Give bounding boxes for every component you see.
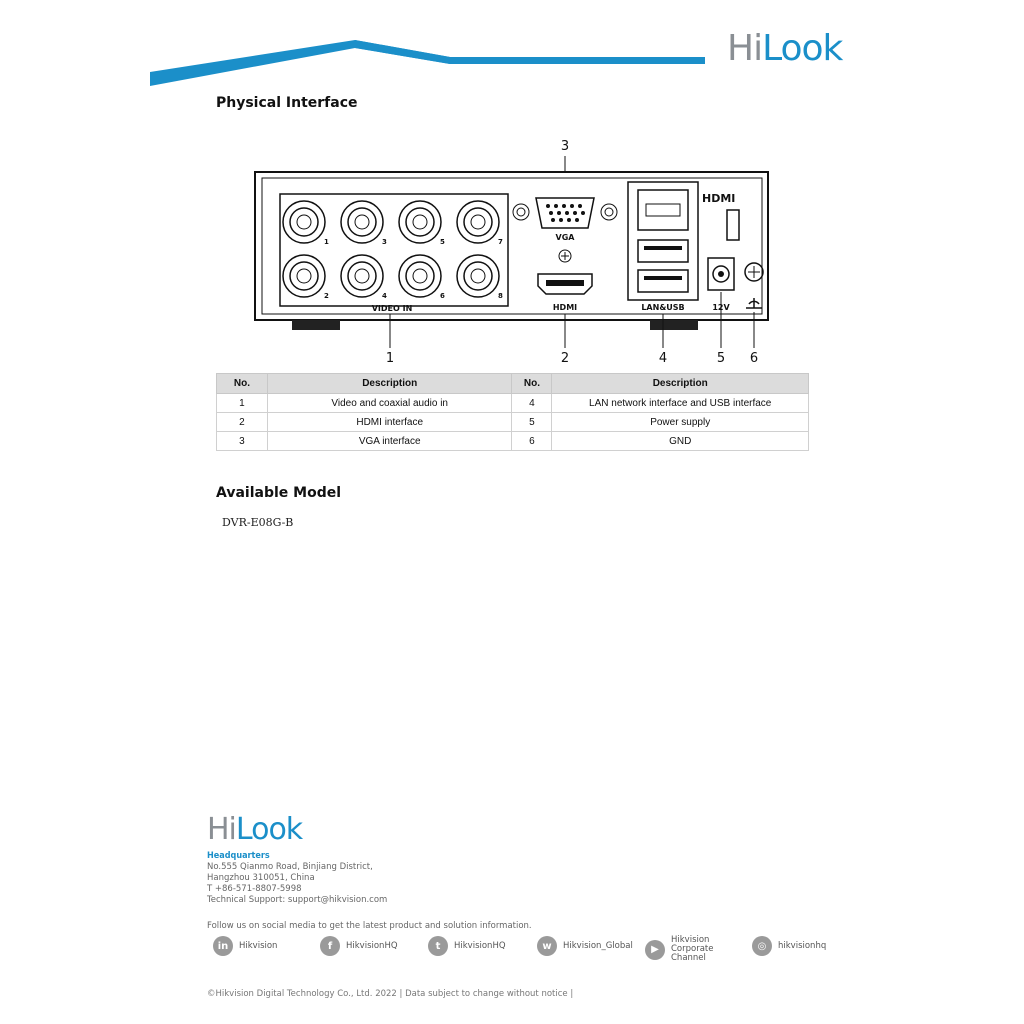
channel-number: 2 — [324, 292, 329, 300]
social-label: Hikvision Corporate Channel — [671, 935, 714, 963]
wechat-icon: w — [537, 936, 557, 956]
header-no: No. — [512, 374, 552, 394]
table-cell: Power supply — [552, 413, 809, 432]
hilook-logo: HiLook — [727, 28, 843, 69]
table-cell: LAN network interface and USB interface — [552, 394, 809, 413]
interface-table — [216, 373, 809, 451]
callout-1: 1 — [385, 351, 395, 366]
table-row — [217, 394, 809, 413]
table-row — [217, 413, 809, 432]
youtube-icon: ▶ — [645, 940, 665, 960]
linkedin-icon: in — [213, 936, 233, 956]
hdmi-logo: HDMI — [702, 192, 736, 205]
instagram-icon: ◎ — [752, 936, 772, 956]
section-title-available-model: Available Model — [216, 485, 342, 501]
social-twitter[interactable] — [428, 936, 506, 956]
vga-label: VGA — [555, 233, 575, 242]
callout-2: 2 — [560, 351, 570, 366]
channel-number: 4 — [382, 292, 387, 300]
device-rear-panel-diagram — [240, 136, 780, 366]
video-in-label: VIDEO IN — [371, 304, 413, 313]
social-wechat[interactable] — [537, 936, 633, 956]
social-instagram[interactable] — [752, 936, 826, 956]
social-label: Hikvision — [239, 940, 278, 951]
table-cell: 2 — [217, 413, 268, 432]
social-linkedin[interactable] — [213, 936, 277, 956]
table-cell: 6 — [512, 432, 552, 451]
model-number: DVR-E08G-B — [222, 516, 294, 529]
table-header-row — [217, 374, 809, 394]
callout-3: 3 — [560, 139, 570, 154]
hdmi-port-label: HDMI — [552, 303, 578, 312]
social-label: hikvisionhq — [778, 940, 827, 951]
header-banner — [0, 0, 1024, 100]
channel-number: 8 — [498, 292, 503, 300]
table-cell: 4 — [512, 394, 552, 413]
table-cell: 3 — [217, 432, 268, 451]
social-youtube[interactable] — [645, 936, 743, 963]
power-label: 12V — [712, 303, 730, 312]
table-cell: GND — [552, 432, 809, 451]
callout-5: 5 — [716, 351, 726, 366]
callout-4: 4 — [658, 351, 668, 366]
twitter-icon: t — [428, 936, 448, 956]
table-cell: VGA interface — [267, 432, 512, 451]
facebook-icon: f — [320, 936, 340, 956]
table-cell: HDMI interface — [267, 413, 512, 432]
table-row — [217, 432, 809, 451]
social-label: HikvisionHQ — [454, 940, 506, 951]
hilook-footer-logo: HiLook — [207, 812, 303, 847]
copyright-text: ©Hikvision Digital Technology Co., Ltd. 2022 | Data subject to change without notice | — [207, 989, 574, 999]
lan-usb-label: LAN&USB — [641, 303, 685, 312]
channel-number: 6 — [440, 292, 445, 300]
channel-number: 3 — [382, 238, 387, 246]
social-facebook[interactable] — [320, 936, 398, 956]
headquarters-title: Headquarters — [207, 851, 270, 861]
channel-number: 7 — [498, 238, 503, 246]
header-description: Description — [267, 374, 512, 394]
header-no: No. — [217, 374, 268, 394]
social-label: Hikvision_Global — [563, 940, 633, 951]
support-line: Technical Support: support@hikvision.com — [207, 895, 388, 905]
table-cell: Video and coaxial audio in — [267, 394, 512, 413]
table-cell: 5 — [512, 413, 552, 432]
channel-number: 5 — [440, 238, 445, 246]
table-cell: 1 — [217, 394, 268, 413]
header-description: Description — [552, 374, 809, 394]
social-label: HikvisionHQ — [346, 940, 398, 951]
address-line: No.555 Qianmo Road, Binjiang District, — [207, 862, 373, 872]
address-line: Hangzhou 310051, China — [207, 873, 315, 883]
callout-6: 6 — [749, 351, 759, 366]
follow-text: Follow us on social media to get the latest product and solution information. — [207, 921, 532, 931]
phone-line: T +86-571-8807-5998 — [207, 884, 302, 894]
section-title-physical-interface: Physical Interface — [216, 95, 358, 111]
channel-number: 1 — [324, 238, 329, 246]
